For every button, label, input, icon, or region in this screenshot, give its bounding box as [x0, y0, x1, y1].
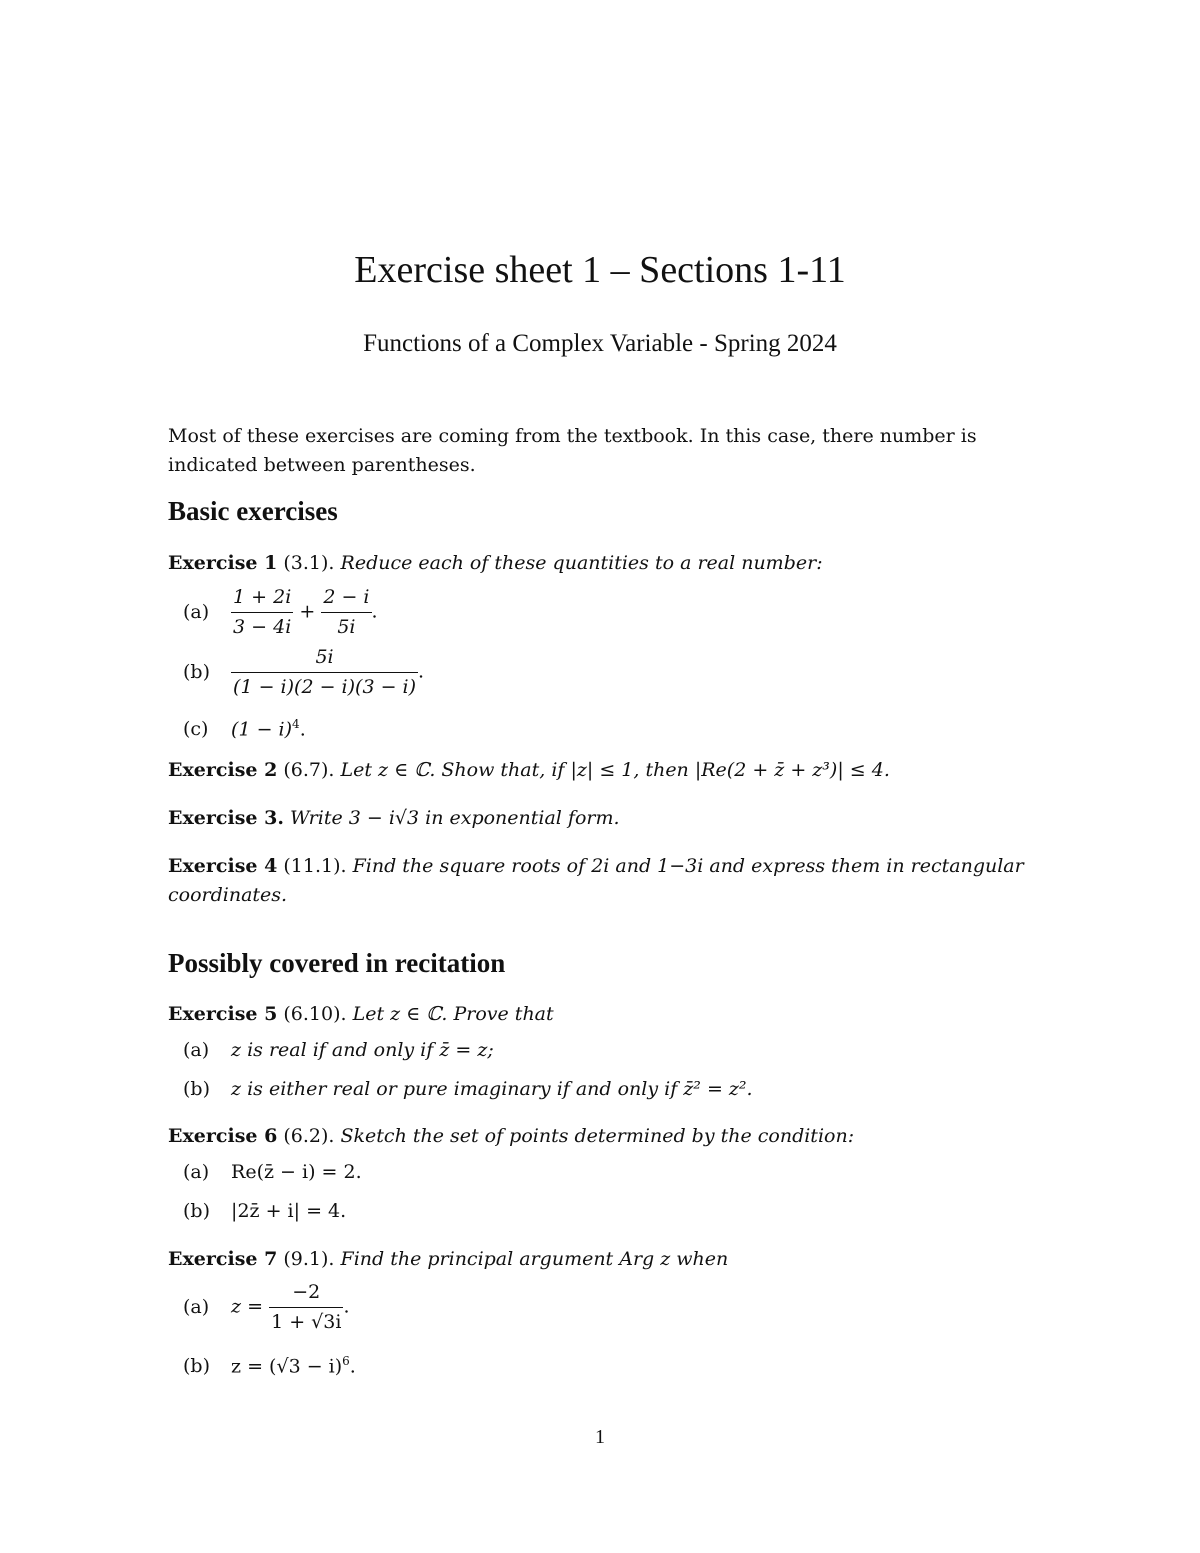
fraction-numerator: 1 + 2i: [233, 586, 292, 608]
item-label: (a): [183, 600, 210, 623]
fraction-denominator: 5i: [321, 612, 371, 642]
exercise-3-label: Exercise 3.: [168, 807, 284, 829]
exercise-6-b: [183, 1197, 346, 1226]
exercise-5-text: Let z ∈ ℂ. Prove that: [352, 1003, 554, 1025]
exercise-6-label: Exercise 6: [168, 1125, 278, 1147]
exercise-4-text: Find the square roots of 2i and 1−3i and express them in rectangular coordinates.: [168, 855, 1024, 906]
exercise-7: [168, 1245, 1038, 1274]
exercise-1: [168, 549, 1038, 578]
exercise-7-b: [183, 1347, 356, 1381]
exercise-7-label: Exercise 7: [168, 1248, 278, 1270]
item-text: z is real if and only if z̄ = z;: [231, 1039, 494, 1061]
exercise-6-ref: (6.2).: [283, 1125, 335, 1147]
expression: z = (√3 − i): [231, 1355, 343, 1378]
expression: (1 − i): [231, 718, 293, 741]
exercise-2: [168, 756, 1038, 785]
item-label: (c): [183, 718, 209, 741]
exponent: 4: [292, 717, 300, 731]
exercise-2-label: Exercise 2: [168, 759, 278, 781]
fraction-denominator: (1 − i)(2 − i)(3 − i): [231, 672, 418, 702]
fraction: [321, 583, 371, 642]
section-heading-recitation: Possibly covered in recitation: [168, 948, 506, 978]
exercise-5-ref: (6.10).: [283, 1003, 347, 1025]
item-label: (b): [183, 660, 210, 683]
exercise-1-c: [183, 710, 306, 744]
exercise-7-ref: (9.1).: [283, 1248, 335, 1270]
exercise-1-text: Reduce each of these quantities to a real number:: [340, 552, 823, 574]
exercise-6: [168, 1122, 1038, 1151]
exercise-1-ref: (3.1).: [283, 552, 335, 574]
page-subtitle: Functions of a Complex Variable - Spring 2024: [363, 330, 837, 357]
page-number: 1: [595, 1426, 605, 1448]
exercise-4-label: Exercise 4: [168, 855, 278, 877]
item-label: (b): [183, 1355, 210, 1378]
exercise-3: [168, 804, 1038, 833]
item-label: (a): [183, 1295, 210, 1318]
period: .: [349, 1355, 356, 1378]
exercise-2-ref: (6.7).: [283, 759, 335, 781]
fraction-numerator: −2: [292, 1281, 321, 1303]
fraction: [231, 583, 293, 642]
fraction-denominator: 3 − 4i: [231, 612, 293, 642]
item-label: (a): [183, 1161, 210, 1183]
item-label: (b): [183, 1200, 210, 1222]
exercise-1-b: [183, 643, 424, 702]
exercise-5: [168, 1000, 1038, 1029]
item-label: (b): [183, 1078, 210, 1100]
item-text: |2z̄ + i| = 4.: [231, 1200, 347, 1222]
fraction: [269, 1278, 343, 1337]
exercise-1-a: [183, 583, 378, 642]
period: .: [418, 660, 425, 683]
fraction-denominator: 1 + √3i: [269, 1307, 343, 1337]
period: .: [343, 1295, 350, 1318]
exercise-6-text: Sketch the set of points determined by the condition:: [340, 1125, 855, 1147]
section-heading-basic: Basic exercises: [168, 496, 338, 526]
exercise-7-a: [183, 1278, 349, 1337]
exercise-5-a: [183, 1036, 494, 1065]
period: .: [371, 600, 378, 623]
exercise-7-text: Find the principal argument Arg z when: [340, 1248, 729, 1270]
exercise-5-b: [183, 1075, 753, 1104]
exercise-4-ref: (11.1).: [283, 855, 347, 877]
fraction-numerator: 5i: [315, 646, 334, 668]
item-text: z is either real or pure imaginary if and only if z̄² = z².: [231, 1078, 753, 1100]
exercise-3-text: Write 3 − i√3 in exponential form.: [289, 807, 620, 829]
exercise-4: [168, 852, 1038, 910]
exercise-5-label: Exercise 5: [168, 1003, 278, 1025]
period: .: [299, 718, 306, 741]
exercise-6-a: [183, 1158, 362, 1187]
page-title: Exercise sheet 1 – Sections 1-11: [354, 249, 846, 291]
plus-sign: +: [299, 600, 316, 623]
fraction-numerator: 2 − i: [323, 586, 370, 608]
exercise-2-text: Let z ∈ ℂ. Show that, if |z| ≤ 1, then |Re(2 + z̄ + z³)| ≤ 4.: [340, 759, 890, 781]
exercise-1-label: Exercise 1: [168, 552, 278, 574]
item-text: Re(z̄ − i) = 2.: [231, 1161, 362, 1183]
intro-paragraph: Most of these exercises are coming from the textbook. In this case, there number is indicated between parentheses.: [168, 425, 977, 476]
expression: z =: [231, 1295, 264, 1318]
exponent: 6: [342, 1354, 350, 1368]
fraction: [231, 643, 418, 702]
item-label: (a): [183, 1039, 210, 1061]
